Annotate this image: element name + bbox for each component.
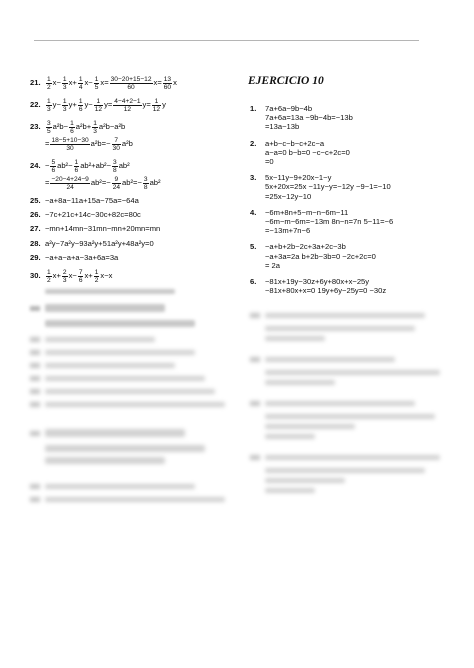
exercise-24: 24. − $\frac{5}{6}$ ab²− $\frac{1}{6}$ ab²+ab²− $\frac{3}{8}$ ab² = $\frac{-20-4+24-9}{24}$ ab²=− $\frac{9}{24}$ ab²=− $\frac{3}{8}$ ab² bbox=[30, 158, 161, 191]
exercise-number: 27. bbox=[30, 224, 41, 234]
exercise-number: 28. bbox=[30, 238, 41, 248]
exercise-number: 1. bbox=[250, 104, 257, 113]
exercise-number: 21. bbox=[30, 78, 41, 87]
left-column bbox=[30, 74, 236, 510]
exercise-number: 24. bbox=[30, 161, 41, 170]
exercise-r4: 4. −6m+8n+5−m−n−6m−11 −6m−m−6m=−13m 8n−n=7n 5−11=−6 =−13m+7n−6 bbox=[250, 207, 394, 236]
exercise-number: 30. bbox=[30, 271, 41, 281]
exercise-number: 3. bbox=[250, 173, 257, 183]
section-title: EJERCICIO 10 bbox=[248, 75, 324, 87]
exercise-number: 22. bbox=[30, 100, 41, 109]
exercise-number: 6. bbox=[250, 277, 257, 287]
exercise-number: 26. bbox=[30, 210, 41, 220]
blurred-list-left bbox=[30, 337, 236, 502]
blurred-list-right bbox=[250, 313, 450, 493]
exercise-number: 4. bbox=[250, 207, 257, 217]
exercise-number: 23. bbox=[30, 122, 41, 131]
exercise-r1: 1. 7a+6a−9b−4b 7a+6a=13a −9b−4b=−13b =13a−13b bbox=[250, 104, 353, 132]
header-rule bbox=[34, 40, 419, 41]
exercise-29 bbox=[30, 253, 236, 262]
exercise-r6: 6. −81x+19y−30z+6y+80x+x−25y −81x+80x+x=0 19y+6y−25y=0 −30z bbox=[250, 277, 387, 296]
blurred-preview-left bbox=[30, 289, 236, 327]
exercise-28 bbox=[30, 239, 236, 248]
exercise-number: 29. bbox=[30, 252, 41, 262]
exercise-text: −a+8a−11a+15a−75a=−64a bbox=[45, 196, 139, 205]
exercise-27 bbox=[30, 224, 236, 233]
exercise-number: 25. bbox=[30, 196, 41, 205]
exercise-number: 2. bbox=[250, 138, 257, 148]
exercise-number: 5. bbox=[250, 242, 257, 252]
exercise-25 bbox=[30, 196, 236, 205]
exercise-text: −mn+14mn−31mn−mn+20mn=mn bbox=[45, 224, 161, 234]
exercise-text: a²y−7a²y−93a²y+51a²y+48a²y=0 bbox=[45, 238, 154, 248]
exercise-22: 22. $\frac{1}{3}$ y− $\frac{1}{3}$ y+ $\frac{1}{6}$ y− $\frac{1}{12}$ y= $\frac{4-4+2-1}{12}$ y= $\frac{1}{12}$ y bbox=[30, 97, 166, 113]
exercise-r3: 3. 5x−11y−9+20x−1−y 5x+20x=25x −11y−y=−12y −9−1=−10 =25x−12y−10 bbox=[250, 173, 391, 201]
exercise-text: −a+a−a+a−3a+6a=3a bbox=[45, 252, 119, 262]
exercise-26 bbox=[30, 210, 236, 219]
exercise-21: 21. $\frac{1}{2}$ x− $\frac{1}{3}$ x+ $\frac{1}{4}$ x− $\frac{1}{5}$ x= $\frac{30-20+15-12}{60}$ x= $\frac{13}{60}$ x bbox=[30, 75, 177, 91]
exercise-30: 30. $\frac{1}{2}$ x+ $\frac{2}{3}$ x− $\frac{7}{6}$ x+ $\frac{1}{2}$ x−x bbox=[30, 268, 113, 284]
exercise-r5: 5. −a+b+2b−2c+3a+2c−3b −a+3a=2a b+2b−3b=0 −2c+2c=0 = 2a bbox=[250, 242, 376, 270]
exercise-r2: 2. a+b−c−b−c+2c−a a−a=0 b−b=0 −c−c+2c=0 =0 bbox=[250, 138, 350, 167]
right-column bbox=[250, 74, 450, 498]
exercise-23: 23. $\frac{3}{5}$ a²b− $\frac{1}{6}$ a²b+ $\frac{1}{3}$ a²b−a²b = $\frac{18-5+10-30}{30}$ a²b=− $\frac{7}{30}$ a²b bbox=[30, 119, 133, 152]
exercise-text: −7c+21c+14c−30c+82c=80c bbox=[45, 210, 141, 220]
